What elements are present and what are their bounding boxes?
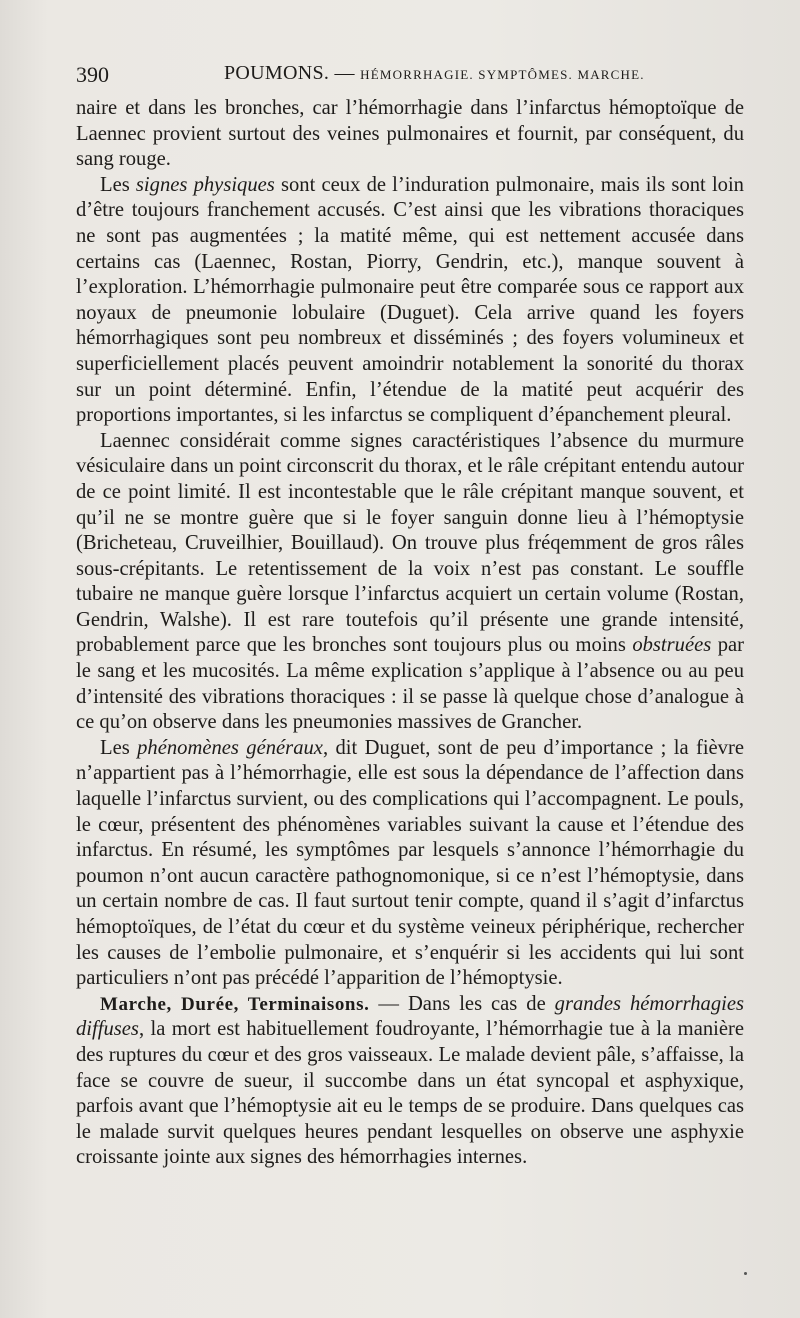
paragraph-phenomenes-generaux bbox=[76, 736, 744, 992]
text-run: , dit Duguet, sont de peu d’importance ; la fièvre n’appartient pas à l’hémorrhagie, elle est sous la dépendance de l’affection dans laquelle l’infarctus survient, ou des complications qui l’accompagnent. Le pouls, le cœur, présentent des phénomènes variables suivant la cause et l’étendue des infarctus. En résumé, les symptômes par lesquels s’annonce l’hémorrhagie du poumon n’ont aucun caractère pathognomonique, si ce n’est l’hémoptysie, dans un certain nombre de cas. Il faut surtout tenir compte, quand il s’agit d’infarctus hémoptoïques, de l’état du cœur et du système veineux périphérique, rechercher les causes de l’embolie pulmonaire, et s’enquérir si les accidents qui lui sont particuliers n’ont pas précédé l’apparition de l’hémoptysie. bbox=[76, 736, 744, 990]
running-head-subtitle: HÉMORRHAGIE. SYMPTÔMES. MARCHE. bbox=[360, 67, 645, 82]
text-run: sont ceux de l’induration pulmonaire, mais ils sont loin d’être toujours franchement accusés. C’est ainsi que les vibrations thoraciques ne sont pas augmentées ; la matité même, qui est nettement accusée dans certains cas (Laennec, Rostan, Piorry, Gendrin, etc.), manque souvent à l’exploration. L’hémorrhagie pulmonaire peut être comparée sous ce rapport aux noyaux de pneumonie lobulaire (Duguet). Cela arrive quand les foyers hémorrhagiques sont peu nombreux et disséminés ; des foyers volumineux et superficiellement placés peuvent amoindrir notablement la sonorité du thorax sur un point déterminé. Enfin, l’étendue de la matité peut acquérir des proportions importantes, si les infarctus se compliquent d’épanchement pleural. bbox=[76, 173, 744, 427]
page-body bbox=[76, 96, 744, 1171]
italic-term: obstruées bbox=[632, 634, 712, 657]
paragraph-signes-physiques bbox=[76, 173, 744, 429]
page-header bbox=[76, 62, 744, 92]
text-run: Laennec considérait comme signes caractéristiques l’absence du murmure vésiculaire dans un point circonscrit du thorax, et le râle crépitant entendu autour de ce point limité. Il est incontestable que le râle crépitant manque souvent, et qu’il ne se montre guère que si le foyer sanguin donne lieu à l’hémoptysie (Bricheteau, Cruveilhier, Bouillaud). On trouve plus fréqemment de gros râles sous-crépitants. Le retentissement de la voix n’est pas constant. Le souffle tubaire ne manque guère lorsque l’infarctus acquiert un certain volume (Rostan, Gendrin, Walshe). Il est rare toutefois qu’il présente une grande intensité, probablement parce que les bronches sont toujours plus ou moins bbox=[76, 429, 744, 657]
page-number: 390 bbox=[76, 62, 109, 87]
italic-term: grandes hémorrhagies diffuses bbox=[76, 992, 744, 1041]
italic-term: phénomènes généraux bbox=[137, 736, 323, 759]
print-speck bbox=[744, 1272, 747, 1275]
text-run: Les bbox=[100, 736, 138, 759]
paragraph-marche bbox=[76, 992, 744, 1171]
running-head-dash: — bbox=[334, 62, 355, 84]
running-head bbox=[224, 62, 645, 85]
paragraph-laennec bbox=[76, 429, 744, 736]
text-run: , la mort est habituellement foudroyante, l’hémorrhagie tue à la manière des ruptures du cœur et des gros vaisseaux. Le malade devient pâle, s’affaisse, la face se couvre de sueur, il succombe dans un état syncopal et asphyxique, parfois avant que l’hémoptysie ait eu le temps de se produire. Dans quelques cas le malade survit quelques heures pendant lesquelles on observe une asphyxie croissante jointe aux signes des hémorrhagies internes. bbox=[76, 1018, 744, 1169]
running-head-title: POUMONS. bbox=[224, 62, 330, 84]
italic-term: signes physiques bbox=[135, 173, 275, 196]
text-run: par le sang et les mucosités. La même explication s’applique à l’absence ou au peu d’intensité des vibrations thoraciques : il se passe là quelque chose d’analogue à ce qu’on observe dans les pneumonies massives de Grancher. bbox=[76, 634, 744, 734]
text-run: Les bbox=[100, 173, 136, 196]
section-heading: Marche, Durée, Terminaisons. bbox=[100, 993, 370, 1015]
paragraph-continued: naire et dans les bronches, car l’hémorrhagie dans l’infarctus hémoptoïque de Laennec provient surtout des veines pulmonaires et fournit, par conséquent, du sang rouge. bbox=[76, 97, 744, 171]
text-run: — Dans les cas de bbox=[369, 992, 555, 1015]
